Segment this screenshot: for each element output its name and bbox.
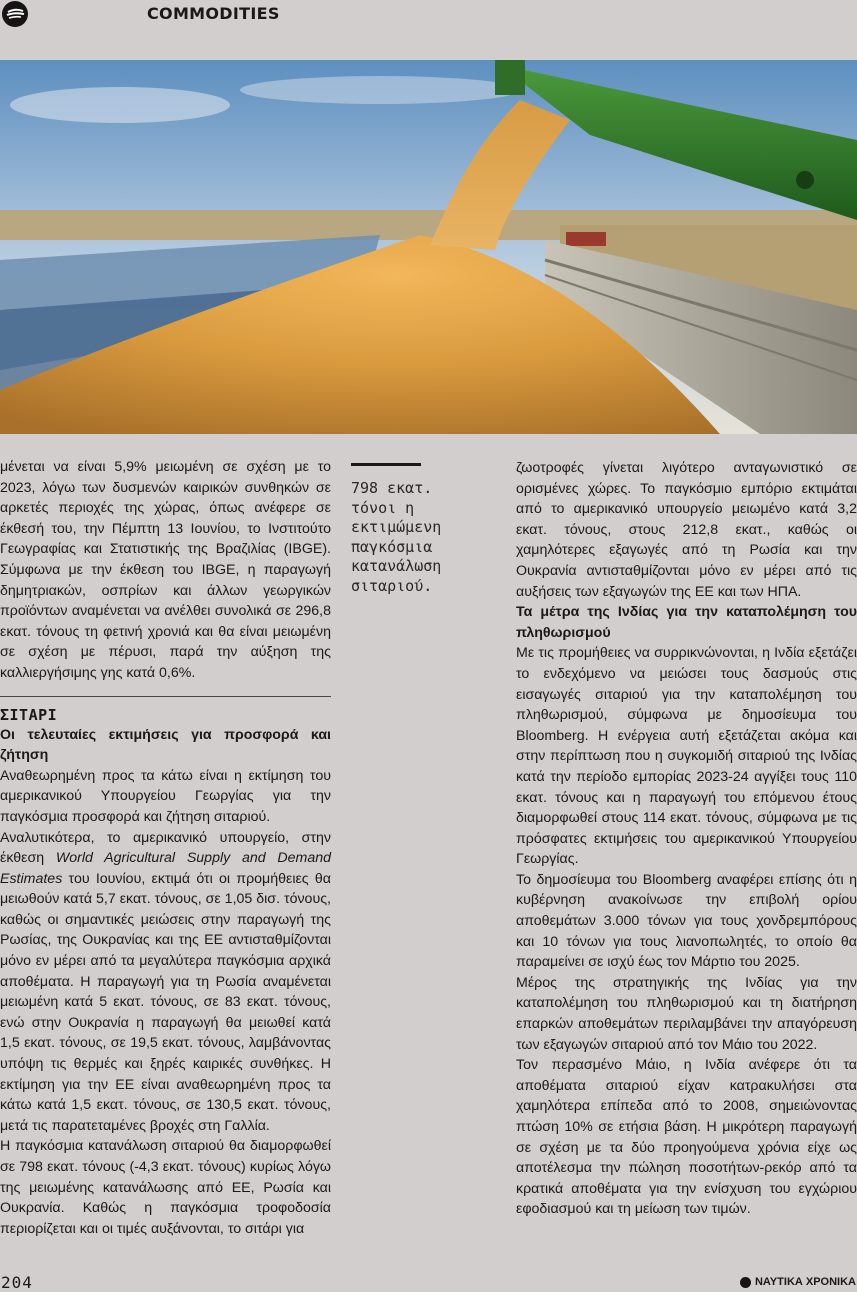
article-column-3 xyxy=(516,458,857,1220)
pullquote-rule xyxy=(351,463,421,466)
paragraph: Με τις προμήθειες να συρρικνώνονται, η Ινδία εξετάζει το ενδεχόμενο να μειώσει τους δασμούς στις εισαγωγές σιταριού για την καταπολέμηση του πληθωρισμού, σύμφωνα με δημοσίευμα του Bloomberg. Η ενέργεια αυτή εξετάζεται ακόμα και στην περίπτωση που η συγκομιδή σιταριού της Ινδίας κατά την περίοδο εμπορίας 2023-24 αγγίξει τους 110 εκατ. τόνους και η παραγωγή του επόμενου έτους διαμορφωθεί στους 114 εκατ. τόνους, σύμφωνα με τις πρόσφατες εκτιμήσεις του αμερικανικού Υπουργείου Γεωργίας. xyxy=(516,645,857,868)
intro-paragraph: μένεται να είναι 5,9% μειωμένη σε σχέση με το 2023, λόγω των δυσμενών καιρικών συνθηκών σε αρκετές περιοχές της χώρας, όπως ανέφερε σε έκθεσή του, την Πέμπτη 13 Ιουνίου, το Ινστιτούτο Γεωγραφίας και Στατιστικής της Βραζιλίας (IBGE). Σύμφωνα με την έκθεση του IBGE, η παραγωγή δημητριακών, οσπρίων και άλλων γεωργικών προϊόντων αναμένεται να ανέλθει συνολικά σε 296,8 εκατ. τόνους τη φετινή χρονιά και θα είναι μειωμένη σε σχέση με πέρυσι, παρά την αύξηση της καλλιεργήσιμης γης κατά 0,6%. xyxy=(0,459,331,681)
paragraph: Τον περασμένο Μάιο, η Ινδία ανέφερε ότι τα αποθέματα σιταριού είχαν κατρακυλήσει στα χαμηλότερα επίπεδα από το 2008, σημειώνοντας πτώση 10% σε ετήσια βάση. Η μικρότερη παραγωγή σε σχέση με τα δύο προηγούμενα χρόνια είχε ως αποτέλεσμα την πώληση ποσοτήτων-ρεκόρ από τα κρατικά αποθέματα για την ενίσχυση του εγχώριου εφοδιασμού και τη μείωση των τιμών. xyxy=(516,1057,857,1218)
wave-logo-icon xyxy=(2,1,28,27)
subheading: Οι τελευταίες εκτιμήσεις για προσφορά και ζήτηση xyxy=(0,726,331,764)
section-heading: ΣΙΤΑΡΙ xyxy=(0,705,58,724)
pullquote: 798 εκατ. τόνοι η εκτιμώμενη παγκόσμια κατανάλωση σιταριού. xyxy=(351,479,442,595)
wave-logo-icon xyxy=(740,1277,751,1288)
footer-brand: ΝΑΥΤΙΚΑ ΧΡΟΝΙΚΑ xyxy=(740,1276,856,1288)
grain-harvest-photo xyxy=(0,60,857,434)
section-divider xyxy=(0,696,331,697)
article-column-1 xyxy=(0,457,331,1239)
paragraph: Το δημοσίευμα του Bloomberg αναφέρει επίσης ότι η κυβέρνηση ανακοίνωσε την επιβολή ορίου αποθεμάτων 3.000 τόνων για τους χονδρεμπόρους και 10 τόνων για τους λιανοπωλητές, το οποίο θα παραμείνει σε ισχύ έως τον Μάρτιο του 2025. xyxy=(516,871,857,971)
paragraph: Αναλυτικότερα, το αμερικανικό υπουργείο, στην έκθεση World Agricultural Supply and Demand Estimates του Ιουνίου, εκτιμά ότι οι προμήθειες θα μειωθούν κατά 5,7 εκατ. τόνους, σε 1,05 δισ. τόνους, καθώς οι σημαντικές μειώσεις στην παραγωγή της Ρωσίας, της Ουκρανίας και της ΕΕ αντισταθμίζονται μόνο εν μέρει από τα μεγαλύτερα παγκόσμια αρχικά αποθέματα. Η παραγωγή για τη Ρωσία αναμένεται μειωμένη κατά 5 εκατ. τόνους, σε 83 εκατ. τόνους, ενώ στην Ουκρανία η παραγωγή θα μειωθεί κατά 1,5 εκατ. τόνους, σε 19,5 εκατ. τόνους, λαμβάνοντας υπόψη τις θερμές και ξηρές καιρικές συνθήκες. Η εκτίμηση για την ΕΕ είναι αναθεωρημένη προς τα κάτω κατά 1,5 εκατ. τόνους, σε 130,5 εκατ. τόνους, μετά τις παρατεταμένες βροχές στη Γαλλία. xyxy=(0,829,331,1134)
section-title: COMMODITIES xyxy=(147,4,280,23)
paragraph: Η παγκόσμια κατανάλωση σιταριού θα διαμορφωθεί σε 798 εκατ. τόνους (-4,3 εκατ. τόνους) κυρίως λόγω της μειωμένης κατανάλωσης από ΕΕ, Ρωσία και Ουκρανία. Καθώς η παγκόσμια τροφοδοσία περιορίζεται και οι τιμές αυξάνονται, το σιτάρι για xyxy=(0,1138,331,1237)
paragraph: Αναθεωρημένη προς τα κάτω είναι η εκτίμηση του αμερικανικού Υπουργείου Γεωργίας για την παγκόσμια προσφορά και ζήτηση σιταριού. xyxy=(0,767,331,825)
subheading: Τα μέτρα της Ινδίας για την καταπολέμηση του πληθωρισμού xyxy=(516,604,857,641)
paragraph: ζωοτροφές γίνεται λιγότερο ανταγωνιστικό σε ορισμένες χώρες. Το παγκόσμιο εμπόριο εκτιμάται από το αμερικανικό υπουργείο μειωμένο κατά 3,2 εκατ. τόνους, στους 212,8 εκατ., καθώς οι χαμηλότερες εξαγωγές από τη Ρωσία και την Ουκρανία αντισταθμίζονται μόνο εν μέρει από τις αυξήσεις των εξαγωγών της ΕΕ και των ΗΠΑ. xyxy=(516,460,857,600)
paragraph: Μέρος της στρατηγικής της Ινδίας για την καταπολέμηση του πληθωρισμού και τη διατήρηση επαρκών αποθεμάτων περιλαμβάνει την απαγόρευση των εξαγωγών σιταριού από τον Μάιο του 2022. xyxy=(516,974,857,1053)
page-number: 204 xyxy=(1,1273,33,1292)
